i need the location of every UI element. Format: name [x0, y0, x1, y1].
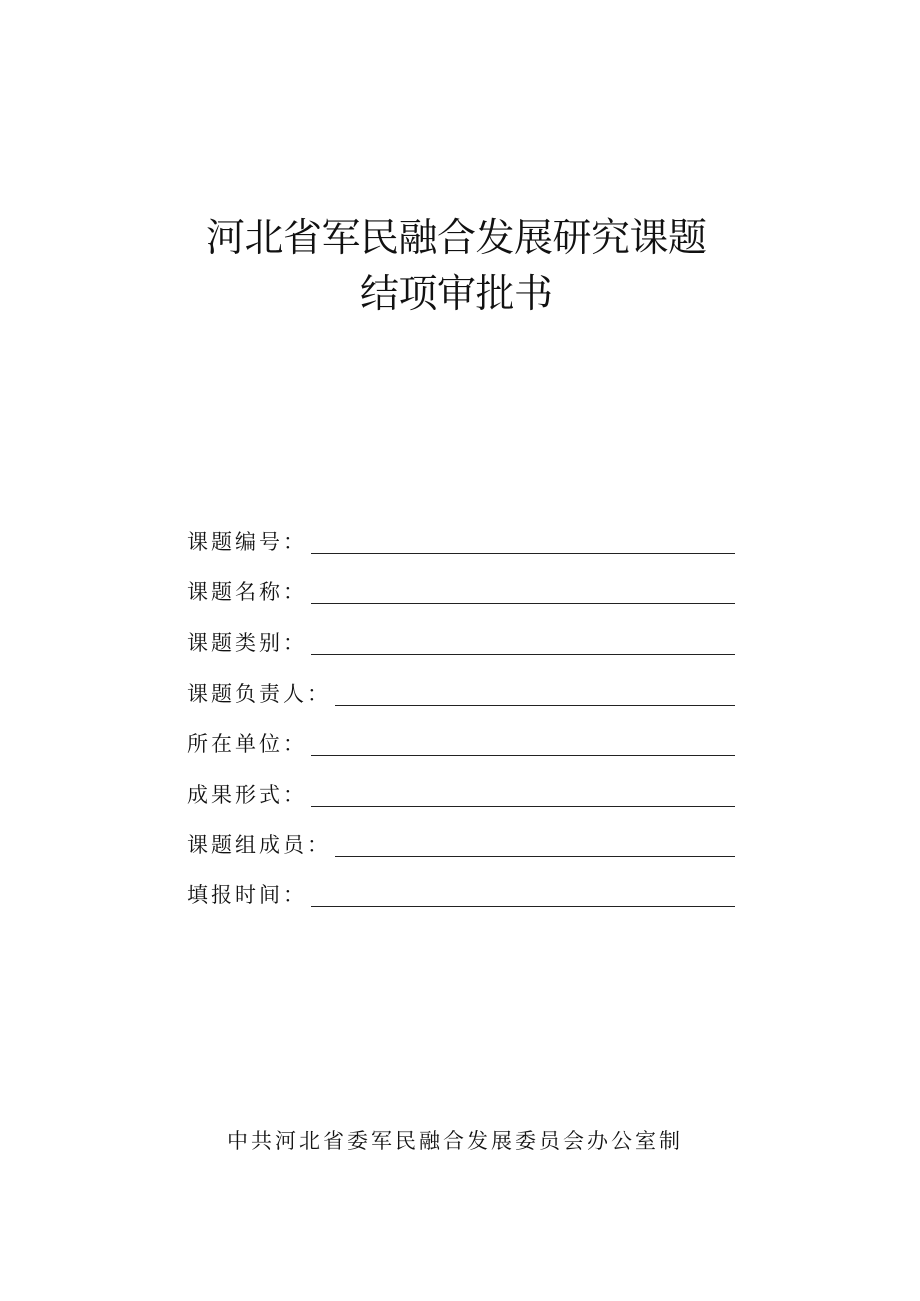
field-label-project-name: 课题名称：	[187, 580, 307, 604]
field-fill-date	[187, 875, 735, 911]
title-line-1: 河北省军民融合发展研究课题	[206, 216, 707, 261]
field-blank-project-leader[interactable]	[335, 705, 735, 706]
field-label-affiliation: 所在单位：	[187, 732, 307, 756]
field-blank-project-number[interactable]	[311, 553, 735, 554]
field-blank-team-members[interactable]	[335, 856, 735, 857]
field-label-fill-date: 填报时间：	[187, 883, 307, 907]
field-blank-project-category[interactable]	[311, 654, 735, 655]
field-team-members	[187, 825, 735, 861]
field-label-team-members: 课题组成员：	[187, 833, 331, 857]
field-project-number	[187, 522, 735, 558]
field-blank-project-name[interactable]	[311, 603, 735, 604]
field-blank-affiliation[interactable]	[311, 755, 735, 756]
field-label-project-leader: 课题负责人：	[187, 682, 331, 706]
field-label-project-number: 课题编号：	[187, 530, 307, 554]
field-project-name	[187, 572, 735, 608]
field-blank-output-form[interactable]	[311, 806, 735, 807]
field-label-output-form: 成果形式：	[187, 783, 307, 807]
field-affiliation	[187, 724, 735, 760]
field-output-form	[187, 775, 735, 811]
field-project-leader	[187, 674, 735, 710]
issuer-footer: 中共河北省委军民融合发展委员会办公室制	[227, 1129, 683, 1153]
field-project-category	[187, 623, 735, 659]
field-label-project-category: 课题类别：	[187, 631, 307, 655]
title-line-2: 结项审批书	[360, 272, 553, 317]
field-blank-fill-date[interactable]	[311, 906, 735, 907]
